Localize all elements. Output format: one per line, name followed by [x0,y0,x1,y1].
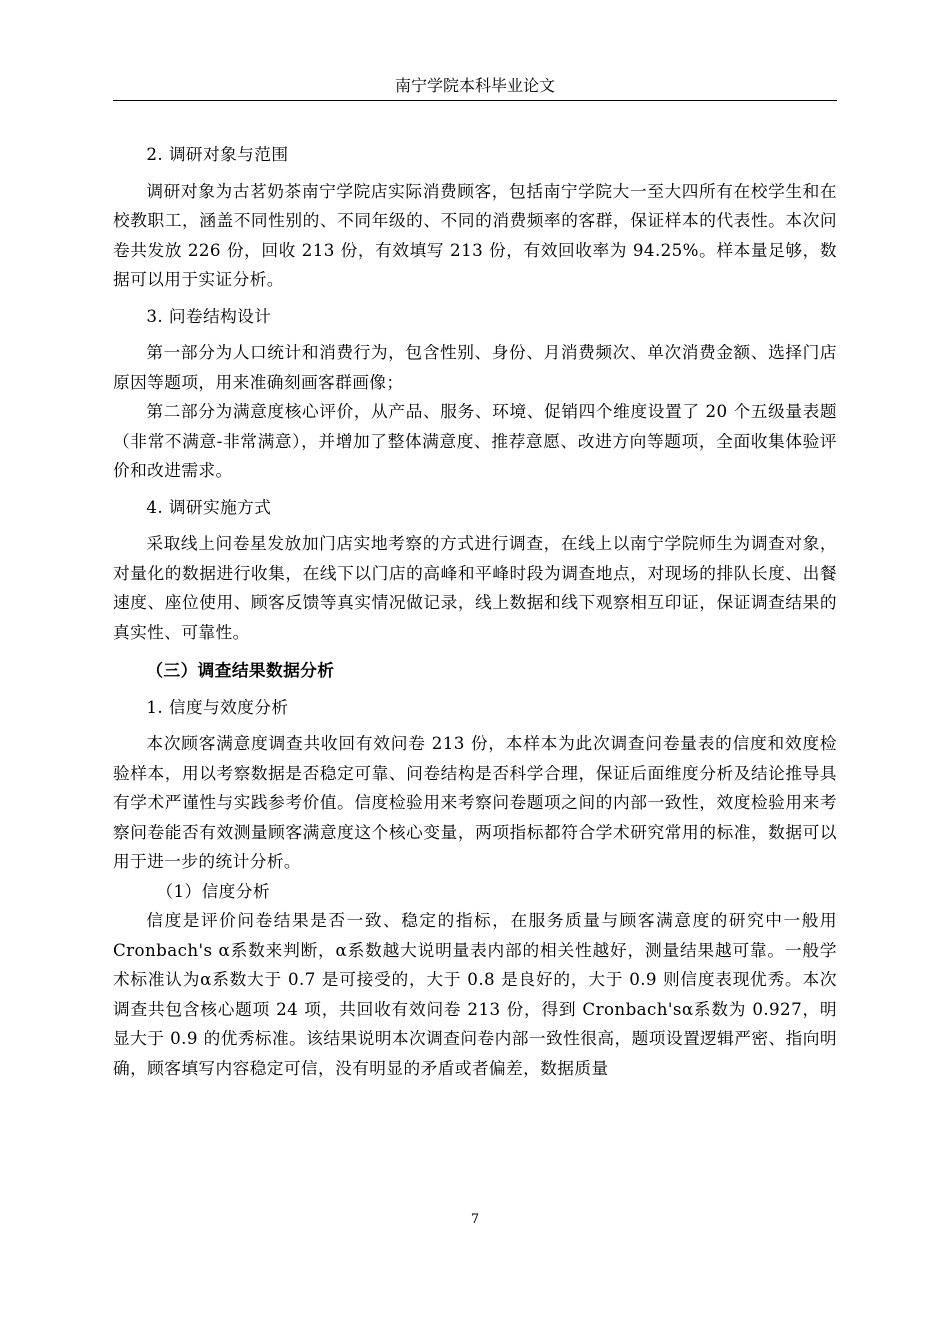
section-heading-questionnaire-structure: 3. 问卷结构设计 [146,305,272,326]
part-heading-data-analysis: （三）调查结果数据分析 [146,660,335,680]
section-heading-reliability-validity: 1. 信度与效度分析 [146,696,289,717]
paragraph-reliability-validity-overview: 本次顾客满意度调查共收回有效问卷 213 份，本样本为此次调查问卷量表的信度和效度检验样本，用以考察数据是否稳定可靠、问卷结构是否科学合理，保证后面维度分析及结论推导具有学术严谨性与实践参考价值。信度检验用来考察问卷题项之间的内部一致性，效度检验用来考察问卷能否有效测量顾客满意度这个核心变量，两项指标都符合学术研究常用的标准，数据可以用于进一步的统计分析。 [113,733,837,871]
subsection-heading-reliability: （1）信度分析 [156,880,270,901]
page-number: 7 [470,1212,480,1227]
section-heading-research-subjects: 2. 调研对象与范围 [146,144,289,164]
page-body [113,140,837,1083]
header-divider [113,100,837,101]
paragraph-questionnaire-part1: 第一部分为人口统计和消费行为，包含性别、身份、月消费频次、单次消费金额、选择门店原因等题项，用来准确刻画客群画像； [113,342,837,392]
paragraph-questionnaire-part2: 第二部分为满意度核心评价，从产品、服务、环境、促销四个维度设置了 20 个五级量表题（非常不满意-非常满意），并增加了整体满意度、推荐意愿、改进方向等题项，全面收集体验评价和改进需求。 [113,401,837,480]
running-header: 南宁学院本科毕业论文 [394,76,555,95]
section-heading-implementation: 4. 调研实施方式 [146,496,272,517]
paragraph-implementation: 采取线上问卷星发放加门店实地考察的方式进行调查，在线上以南宁学院师生为调查对象，对量化的数据进行收集，在线下以门店的高峰和平峰时段为调查地点，对现场的排队长度、出餐速度、座位使用、顾客反馈等真实情况做记录，线上数据和线下观察相互印证，保证调查结果的真实性、可靠性。 [113,533,837,642]
paragraph-research-subjects: 调研对象为古茗奶茶南宁学院店实际消费顾客，包括南宁学院大一至大四所有在校学生和在校教职工，涵盖不同性别的、不同年级的、不同的消费频率的客群，保证样本的代表性。本次问卷共发放 226 份，回收 213 份，有效填写 213 份，有效回收率为 94.25%。样本量足够，数据可以用于实证分析。 [113,180,837,289]
paragraph-reliability-analysis: 信度是评价问卷结果是否一致、稳定的指标，在服务质量与顾客满意度的研究中一般用 Cronbach's α系数来判断，α系数越大说明量表内部的相关性越好，测量结果越可靠。一般学术标准认为α系数大于 0.7 是可接受的，大于 0.8 是良好的，大于 0.9 则信度表现优秀。本次调查共包含核心题项 24 项，共回收有效问卷 213 份，得到 Cronbach'sα系数为 0.927，明显大于 0.9 的优秀标准。该结果说明本次调查问卷内部一致性很高，题项设置逻辑严密、指向明确，顾客填写内容稳定可信，没有明显的矛盾或者偏差，数据质量 [113,910,837,1078]
